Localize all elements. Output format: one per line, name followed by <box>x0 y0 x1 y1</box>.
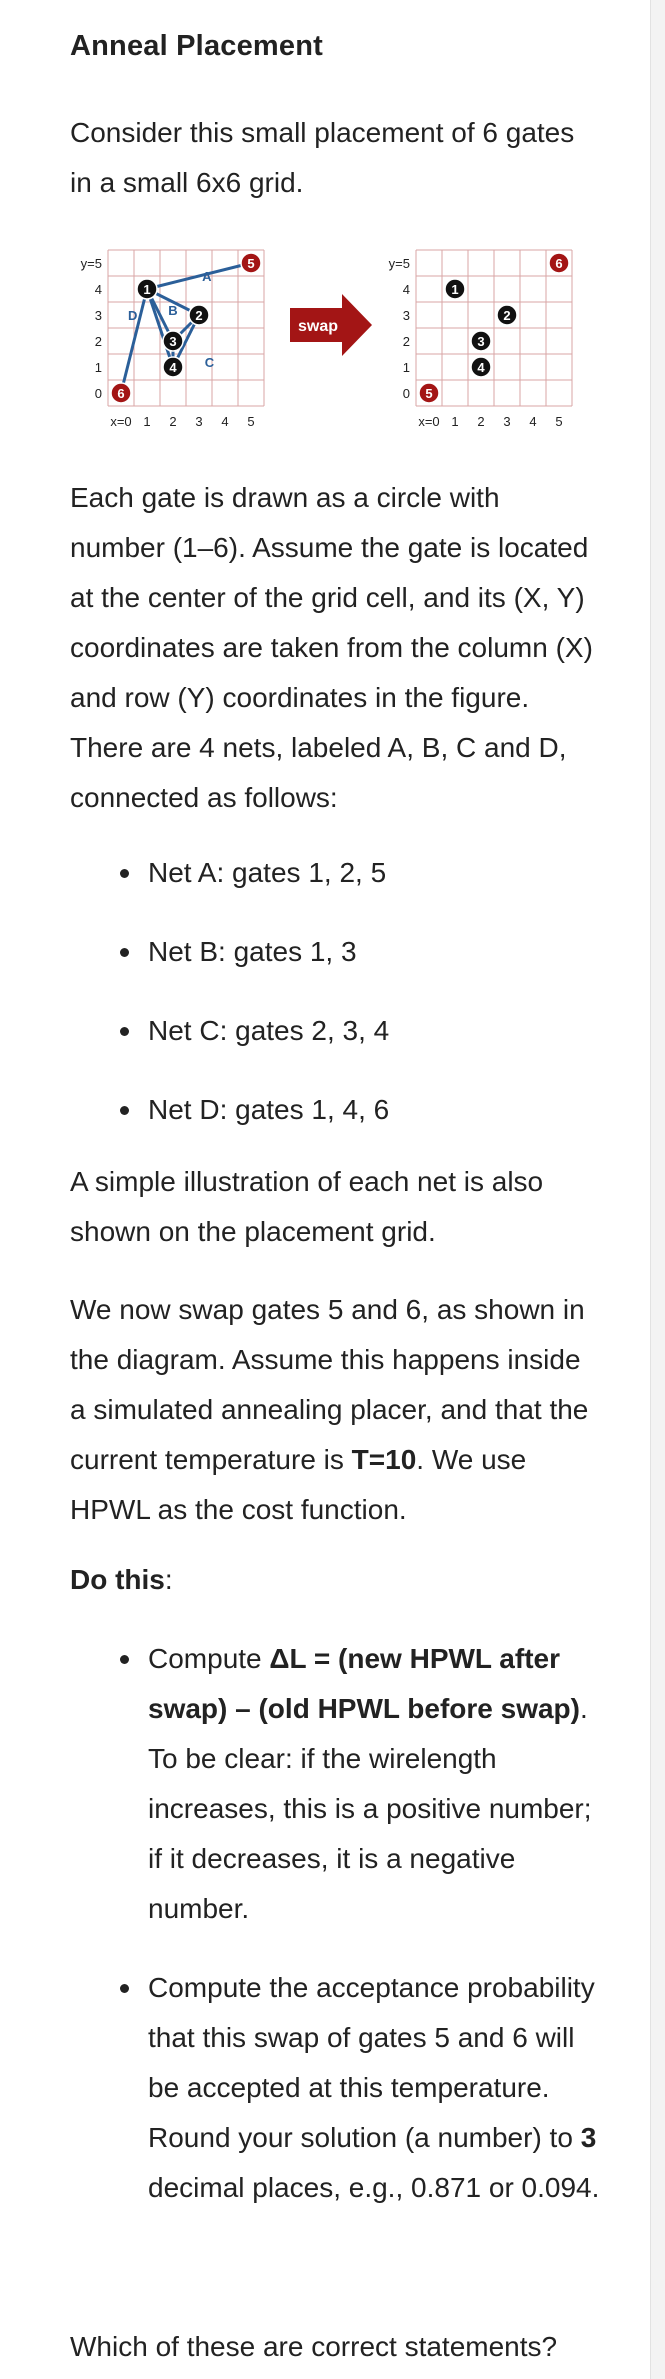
gate-number: 6 <box>117 386 125 401</box>
gate-number: 6 <box>555 256 563 271</box>
x-tick-label: 5 <box>555 414 563 429</box>
gate-number: 5 <box>425 386 433 401</box>
placement-grid-after <box>389 250 572 429</box>
y-tick-label: 2 <box>402 334 410 349</box>
y-tick-label: 3 <box>402 308 410 323</box>
gate-number: 5 <box>247 256 255 271</box>
tasks-list <box>70 1634 600 2213</box>
task2-prefix: Compute the acceptance probability that this swap of gates 5 and 6 will be accepted at this temperature. Round your solution (a number) to <box>148 1972 595 2153</box>
x-tick-label: 4 <box>221 414 229 429</box>
description-text: Each gate is drawn as a circle with number (1–6). Assume the gate is located at the center of the grid cell, and its (X, Y) coordinates are taken from the column (X) and row (Y) coordinates in the figure. There are 4 nets, labeled A, B, C and D, connected as follows: <box>70 482 593 813</box>
y-tick-label: 4 <box>94 282 102 297</box>
gate-number: 4 <box>477 360 485 375</box>
net-a-text: Net A: gates 1, 2, 5 <box>148 857 387 888</box>
x-tick-label: x=0 <box>418 414 440 429</box>
swap-text-before: We now swap gates 5 and 6, as shown in the diagram. Assume this happens inside a simulated annealing placer, and that the current temperature is <box>70 1294 589 1475</box>
gate-number: 3 <box>477 334 485 349</box>
task2-decimals: 3 <box>580 2122 597 2153</box>
swap-label: swap <box>297 318 339 335</box>
temperature-value: T=10 <box>351 1444 417 1475</box>
x-tick-label: 1 <box>451 414 459 429</box>
swap-paragraph <box>70 1285 600 1535</box>
x-tick-label: 3 <box>195 414 203 429</box>
y-tick-label: 2 <box>94 334 102 349</box>
swap-text-after: . We use HPWL as the cost function. <box>70 1444 527 1525</box>
x-tick-label: 5 <box>247 414 255 429</box>
y-tick-label: 4 <box>402 282 410 297</box>
x-tick-label: 4 <box>529 414 537 429</box>
y-tick-label: 3 <box>94 308 102 323</box>
swap-arrow-icon <box>290 294 372 356</box>
net-label: C <box>204 354 215 370</box>
x-tick-label: 2 <box>477 414 485 429</box>
task1-prefix: Compute <box>148 1643 270 1674</box>
net-c-text: Net C: gates 2, 3, 4 <box>148 1015 390 1046</box>
do-this-label: Do this <box>70 1564 165 1595</box>
task1-formula: ΔL = (new HPWL after swap) – (old HPWL before swap) <box>148 1643 580 1724</box>
y-tick-label: 1 <box>94 360 102 375</box>
y-tick-label: 1 <box>402 360 410 375</box>
do-this-colon: : <box>164 1564 173 1595</box>
scrollbar[interactable] <box>650 0 665 2379</box>
net-label: B <box>168 302 178 318</box>
page-title: Anneal Placement <box>70 30 324 62</box>
illustration-note: A simple illustration of each net is also shown on the placement grid. <box>70 1166 544 1247</box>
intro-text: Consider this small placement of 6 gates in a small 6x6 grid. <box>70 117 575 198</box>
y-tick-label: y=5 <box>80 256 102 271</box>
net-b-text: Net B: gates 1, 3 <box>148 936 357 967</box>
task1-suffix: . To be clear: if the wirelength increases, this is a positive number; if it decreases, it is a negative number. <box>148 1693 592 1924</box>
list-item <box>70 848 600 898</box>
list-item <box>70 1006 600 1056</box>
question-prompt: Which of these are correct statements? <box>70 2331 558 2362</box>
gate-number: 1 <box>451 282 459 297</box>
gate-number: 4 <box>169 360 177 375</box>
y-tick-label: 0 <box>94 386 102 401</box>
x-tick-label: 2 <box>169 414 177 429</box>
y-tick-label: 0 <box>402 386 410 401</box>
list-item <box>70 1963 600 2213</box>
net-label: D <box>128 308 138 323</box>
x-tick-label: 3 <box>503 414 511 429</box>
gate-number: 3 <box>169 334 177 349</box>
y-tick-label: y=5 <box>388 256 410 271</box>
nets-list <box>70 848 600 1135</box>
gate-number: 2 <box>503 308 511 323</box>
net-d-text: Net D: gates 1, 4, 6 <box>148 1094 390 1125</box>
placement-diagram <box>70 240 590 429</box>
task2-suffix: decimal places, e.g., 0.871 or 0.094. <box>148 2172 600 2203</box>
net-label: A <box>202 269 212 284</box>
gate-number: 1 <box>143 282 151 297</box>
x-tick-label: 1 <box>143 414 151 429</box>
do-this-heading <box>70 1555 600 1605</box>
list-item <box>70 927 600 977</box>
list-item <box>70 1085 600 1135</box>
gate-number: 2 <box>195 308 203 323</box>
placement-grid-before <box>81 250 264 429</box>
x-tick-label: x=0 <box>110 414 132 429</box>
list-item <box>70 1634 600 1934</box>
